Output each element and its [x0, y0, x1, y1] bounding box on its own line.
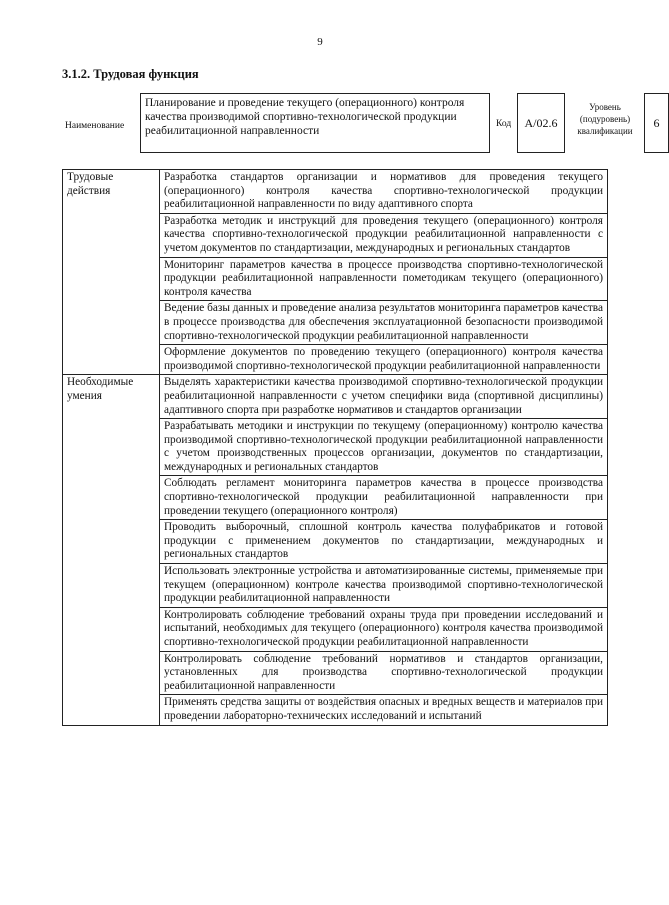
- table-cell: Разработка стандартов организации и нормативов для проведения текущего (операционного) контроля качества спортивно-технологической продукции реабилитационной направленности по виду адаптивного спорта: [160, 170, 608, 214]
- level-label: Уровень (подуровень) квалификации: [577, 102, 633, 136]
- table-cell: Проводить выборочный, сплошной контроль качества полуфабрикатов и готовой продукции с применением документов по стандартизации, международных и региональных стандартов: [160, 520, 608, 564]
- table-cell: Применять средства защиты от воздействия опасных и вредных веществ и материалов при проведении лабораторно-технических исследований и испытаний: [160, 695, 608, 725]
- level-value: 6: [644, 93, 669, 153]
- table-row: [63, 170, 608, 214]
- table-cell: Выделять характеристики качества производимой спортивно-технологической продукции реабилитационной направленности с учетом специфики вида (спортивной дисциплины) адаптивного спорта при разработке нормативов и стандартов организации: [160, 375, 608, 419]
- name-label: Наименование: [65, 121, 125, 131]
- table-row: [63, 375, 608, 419]
- code-value: A/02.6: [517, 93, 565, 153]
- table-cell: Использовать электронные устройства и автоматизированные системы, применяемые при текущем (операционном) контроле качества производимой спортивно-технологической продукции реабилитационной направленности: [160, 564, 608, 608]
- table-cell: Контролировать соблюдение требований охраны труда при проведении исследований и испытаний, необходимых для текущего (операционного) контроля качества производимой спортивно-технологической продукции реабилитационной направленности: [160, 607, 608, 651]
- table-cell: Контролировать соблюдение требований нормативов и стандартов организации, установленных для производства спортивно-технологической продукции реабилитационной направленности: [160, 651, 608, 695]
- page-number: 9: [317, 36, 323, 48]
- function-table: [62, 169, 608, 726]
- table-cell: Разработка методик и инструкций для проведения текущего (операционного) контроля качества спортивно-технологической продукции реабилитационной направленности с учетом документов по стандартизации, международных и региональных стандартов: [160, 213, 608, 257]
- code-label: Код: [496, 119, 512, 129]
- section-title: 3.1.2. Трудовая функция: [62, 67, 199, 81]
- table-cell: Соблюдать регламент мониторинга параметров качества в процессе производства спортивно-технологической продукции реабилитационной направленности при проведении текущего (операционного контроля): [160, 476, 608, 520]
- section-title-actions: Трудовые действия: [63, 170, 160, 375]
- table-cell: Ведение базы данных и проведение анализа результатов мониторинга параметров качества в процессе производства для обеспечения эксплуатационной безопасности производимой спортивно-технологической продукции реабилитационной направленности: [160, 301, 608, 345]
- table-cell: Оформление документов по проведению текущего (операционного) контроля качества производимой спортивно-технологической продукции реабилитационной направленности: [160, 345, 608, 375]
- function-header: [62, 93, 660, 155]
- table-cell: Мониторинг параметров качества в процессе производства спортивно-технологической продукции реабилитационной направленности пометодикам текущего (операционного) контроля качества: [160, 257, 608, 301]
- table-cell: Разрабатывать методики и инструкции по текущему (операционному) контролю качества производимой спортивно-технологической продукции реабилитационной направленности с учетом производственных процессов организации, документов по стандартизации, международных и региональных стандартов: [160, 419, 608, 476]
- name-value: Планирование и проведение текущего (операционного) контроля качества производимой спортивно-технологической продукции реабилитационной направленности: [140, 93, 490, 153]
- section-title-skills: Необходимые умения: [63, 375, 160, 725]
